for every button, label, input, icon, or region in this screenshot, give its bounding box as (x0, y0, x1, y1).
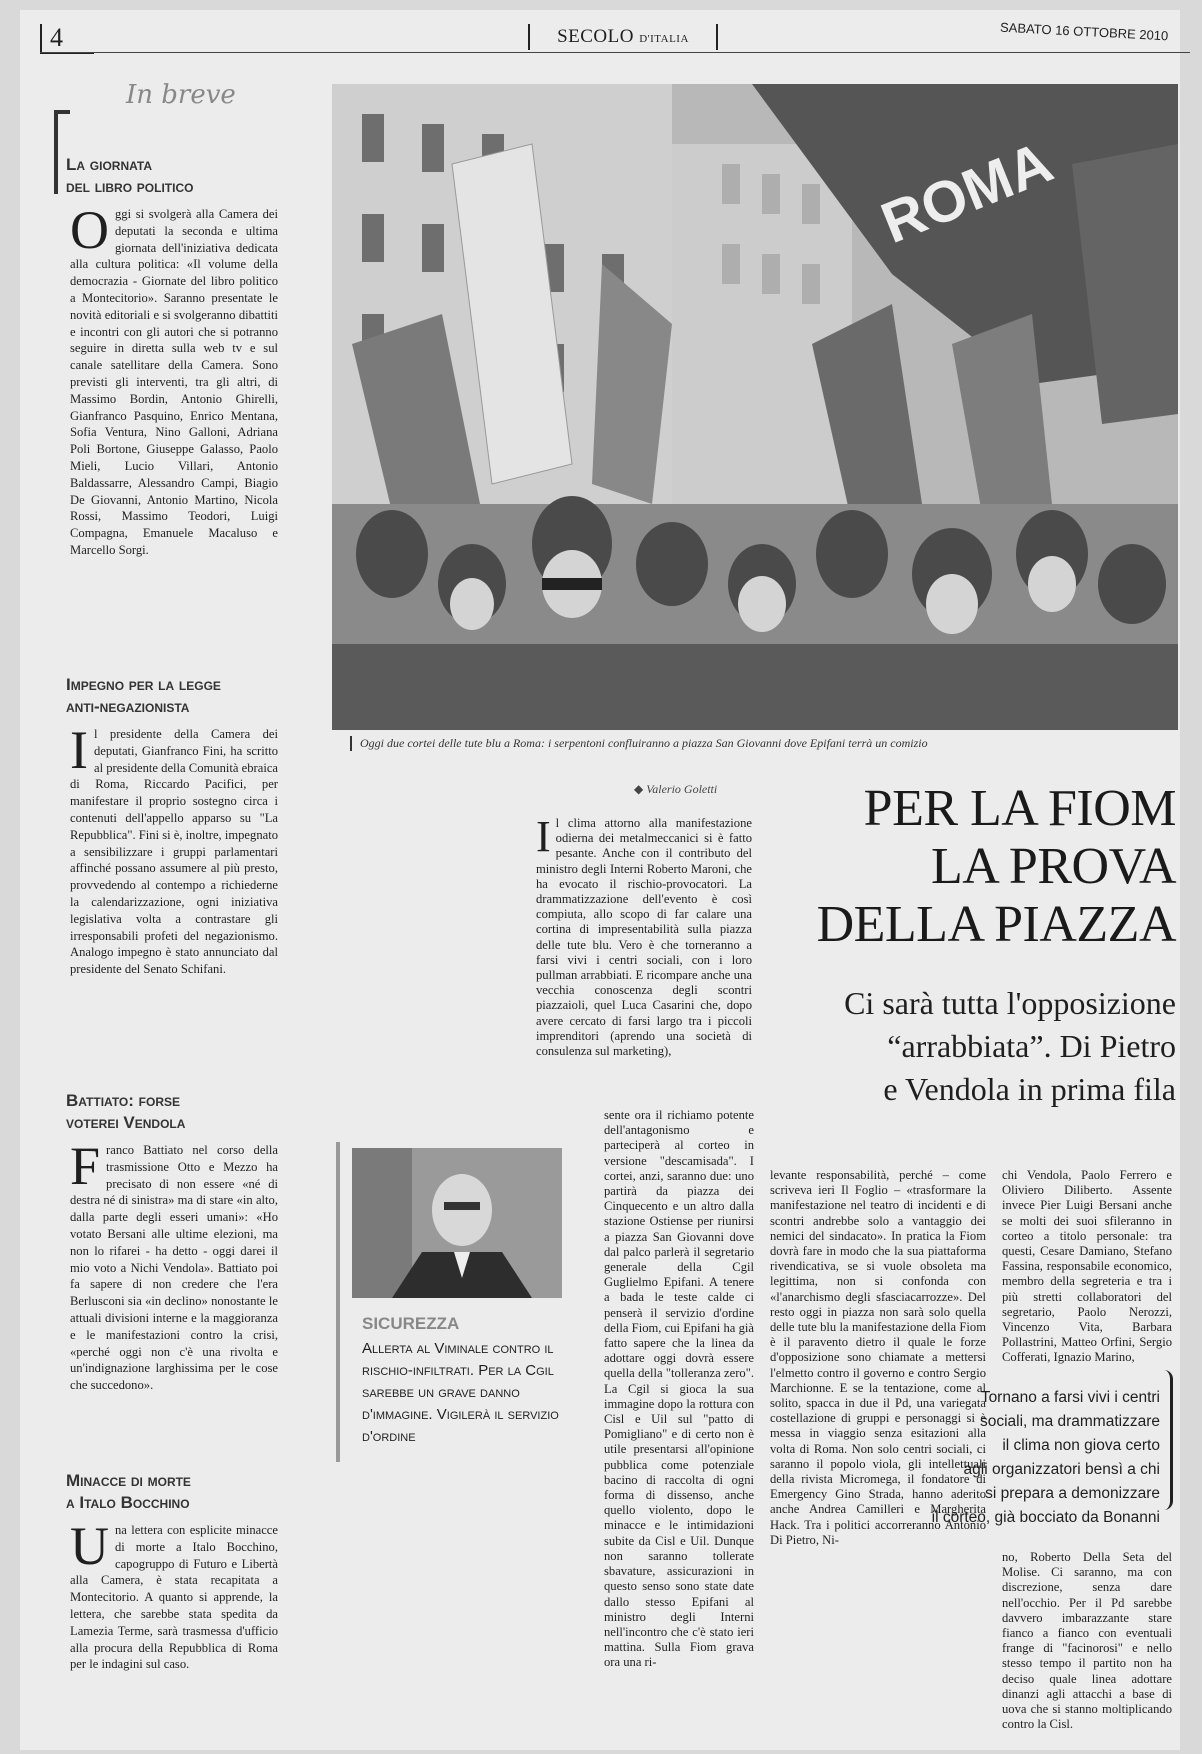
pull-quote-line: il clima non giova certo (1002, 1437, 1160, 1454)
subhead-line: e Vendola in prima fila (883, 1071, 1176, 1107)
brief-item-4 (46, 1460, 278, 1673)
brief-title-line: anti-negazionista (66, 697, 190, 716)
protest-photo (332, 84, 1178, 730)
pull-quote-line: agli organizzatori bensì a chi (963, 1461, 1160, 1478)
author-name: Valerio Goletti (646, 782, 718, 796)
paper-suffix: D'ITALIA (639, 33, 689, 45)
brief-item-body (70, 1516, 278, 1673)
sidebar-text: Allerta al Viminale contro il rischio-infiltrati. Per la Cgil sarebbe un grave danno d'immagine. Vigilerà il servizio d'ordine (362, 1340, 559, 1445)
paper-name: SECOLO (557, 26, 634, 47)
brief-title-line: Battiato: forse (66, 1091, 180, 1110)
brief-item-body (70, 200, 278, 559)
article-column-4 (1002, 1550, 1172, 1732)
brief-item-2 (46, 664, 278, 978)
photo-caption: Oggi due cortei delle tute blu a Roma: i serpentoni confluiranno a piazza San Giovanni dove Epifani terrà un comizio (350, 736, 1160, 751)
brief-title-line: a Italo Bocchino (66, 1493, 190, 1512)
subheadline (736, 982, 1176, 1111)
article-column-3 (1002, 1168, 1172, 1366)
protest-photo-illustration (332, 84, 1178, 730)
flag-lettering: ROMA (872, 129, 1062, 257)
issue-date: SABATO 16 OTTOBRE 2010 (999, 19, 1169, 44)
pull-quote-line: si prepara a demonizzare (985, 1485, 1160, 1502)
brief-item-title (66, 1470, 278, 1514)
header-rule (40, 52, 1190, 53)
pull-quote-bracket (1164, 1370, 1173, 1510)
drop-cap: U (70, 1516, 109, 1576)
author-byline: ◆ Valerio Goletti (634, 782, 718, 796)
drop-cap: I (536, 812, 551, 861)
drop-cap: F (70, 1136, 101, 1196)
pull-quote (900, 1386, 1160, 1530)
brief-item-title (66, 674, 278, 718)
drop-cap: O (70, 200, 109, 260)
brief-item-title (66, 154, 278, 198)
brief-title-line: voterei Vendola (66, 1113, 186, 1132)
headline-line: PER LA FIOM (863, 780, 1176, 837)
brief-item-1 (46, 144, 278, 559)
pull-quote-line: Tornano a farsi vivi i centri (980, 1389, 1160, 1406)
article-text: sente ora il richiamo potente dell'antagonismo e parteciperà al corteo in versione "descamisada". I cortei, anzi, saranno due: uno partirà da piazza dei Cinquecento e un altro dalla stazione Ostiense per riunirsi a piazza San Giovanni dove dal palco parlerà il segretario generale della Cgil Guglielmo Epifani. A tenere a bada le teste calde ci penserà il servizio d'ordine della Fiom, cui Epifani ha già fatto sapere che la linea da adottare oggi dovrà essere quella della "tolleranza zero". La Cgil si gioca la sua immagine dopo la rottura con Cisl e Uil sul "patto di Pomigliano" e di certo non è utile presentarsi all'opinione pubblica come potenziale bacino di raccolta di ogni forma di dissenso, anche quello violento, dopo le minacce e le intimidazioni subite da Cisl e Uil. Dunque non saranno tollerate sbavature, assicurazioni in questo senso sono state date dallo stesso Epifani al ministro degli Interni nell'incontro che c'è stato ieri mattina. Sulla Fiom grava ora una ri- (604, 1108, 754, 1670)
sidebar-photo (352, 1148, 562, 1298)
article-text: levante responsabilità, perché – come scriveva ieri Il Foglio – «trasformare la manifestazione nel teatro di incidenti e di scontri andrebbe solo a vantaggio dei nemici del sindacato». In pratica la Fiom dovrà fare in modo che la sua piattaforma rivendicativa, se si vuole obsoleta ma legittima, non si confonda con «l'anarchismo degli sfasciacarrozze». Del resto oggi in piazza non sarà solo quella delle tute blu la manifestazione della Fiom è il paravento dietro il quale le forze d'opposizione sono chiamate a mettersi l'elmetto contro il governo e contro Sergio Marchionne. E se la tentazione, come al solito, spacca in due il Pd, una variegata costellazione di gruppi e personaggi si è messa in viaggio senza esitazioni alla volta di Roma. Non solo centri sociali, ci saranno il popolo viola, gli intellettuali della rivista Micromega, il fondatore di Emergency Gino Strada, hanno aderito anche Andrea Camilleri e Margherita Hack. Tra i politici accorreranno Antonio Di Pietro, Ni- (770, 1168, 986, 1547)
page-header (20, 10, 1170, 52)
brief-text: ggi si svolgerà alla Camera dei deputati la seconda e ultima giornata dell'iniziativa dedicata alla cultura politica: «Il volume della democrazia - Giornate del libro politico a Montecitorio». Saranno presentate le novità editoriali e si svolgeranno dibattiti e incontri con gli autori che si potranno seguire in diretta sulla web tv e sul canale satellitare della Camera. Sono previsti gli interventi, tra gli altri, di Massimo Bordin, Antonio Ghirelli, Gianfranco Pasquino, Enrico Mentana, Sofia Ventura, Nino Galloni, Adriana Poli Bortone, Giuseppe Galasso, Paolo Mieli, Lucio Villari, Antonio Baldassarre, Alessandro Campi, Biagio De Giovanni, Antonio Martino, Nicola Rossi, Massimo Teodori, Luigi Compagna, Emanuele Macaluso e Marcello Sorgi. (70, 207, 278, 557)
headline-line: LA PROVA (930, 838, 1176, 895)
brief-item-3 (46, 1080, 278, 1394)
brief-item-body (70, 720, 279, 978)
article-text: l clima attorno alla manifestazione odierna dei metalmeccanici si è fatto pesante. Anche con il contributo del ministro degli Interni Roberto Maroni, che ha evocato il rischio-provocatori. La drammatizzazione dell'evento è così compiuta, allo scopo di far calare una cortina di impresentabilità sulla piazza delle tute blu. Vero è che torneranno a farsi vivi i centri sociali, con i loro pullman arrabbiati. E ricompare anche una vecchia conoscenza degli scontri piazzaioli, quel Luca Casarini che, dopo avere cercato di farsi largo tra i piccoli imprenditori (aprendo una società di consulenza sul marketing), (536, 816, 752, 1059)
subhead-line: “arrabbiata”. Di Pietro (887, 1028, 1176, 1064)
subhead-line: Ci sarà tutta l'opposizione (844, 985, 1176, 1021)
sidebar-label: SICUREZZA (362, 1314, 460, 1333)
pull-quote-line: sociali, ma drammatizzare (979, 1413, 1160, 1430)
brief-label: In breve (126, 80, 236, 110)
brief-item-body (70, 1136, 278, 1394)
brief-column (46, 80, 276, 110)
headline-line: DELLA PIAZZA (816, 896, 1176, 953)
masthead (528, 24, 718, 50)
article-column-1b (604, 1108, 754, 1671)
pull-quote-line: il corteo, già bocciato da Bonanni (931, 1509, 1160, 1526)
brief-title-line: La giornata (66, 155, 152, 174)
sidebar-box (336, 1142, 574, 1462)
article-text: no, Roberto Della Seta del Molise. Ci saranno, ma con discrezione, senza dare nell'occhio. Per il Pd sarebbe davvero imbarazzante stare fianco a fianco con eventuali frange di "facinorosi" e nello stesso tempo il partito non ha deciso quale linea adottare dinanzi agli attacchi a base di uova che si stanno moltiplicando contro la Cisl. (1002, 1550, 1172, 1732)
brief-title-line: Minacce di morte (66, 1471, 191, 1490)
speaker-photo-illustration (352, 1148, 562, 1298)
drop-cap: I (70, 720, 88, 780)
article-text: chi Vendola, Paolo Ferrero e Oliviero Diliberto. Assente invece Pier Luigi Bersani anche se molti dei suoi sfileranno in corteo a titolo personale: tra questi, Cesare Damiano, Stefano Fassina, responsabile economico, membro della segreteria e tra i più stretti collaboratori del segretario, Paolo Nerozzi, Vincenzo Vita, Barbara Pollastrini, Matteo Orfini, Sergio Cofferati, Ignazio Marino, (1002, 1168, 1172, 1365)
brief-text: l presidente della Camera dei deputati, Gianfranco Fini, ha scritto al presidente della Comunità ebraica di Roma, Riccardo Pacifici, per manifestare il proprio sostegno circa i contenuti dell'appello apparso su "La Repubblica". Fini si è, inoltre, impegnato a sensibilizzare i gruppi parlamentari affinché possano assumere al più presto, provvedendo al contempo a richiederne la calendarizzazione, ogni iniziativa legislativa volta a contrastare gli irresponsabili profeti del negazionismo. Analogo impegno è stato annunciato dal presidente del Senato Schifani. (70, 727, 279, 977)
brief-title-line: del libro politico (66, 177, 194, 196)
article-column-1 (536, 812, 752, 1059)
brief-item-title (66, 1090, 278, 1134)
brief-text: ranco Battiato nel corso della trasmissione Otto e Mezzo ha precisato di non essere «né di destra né di sinistra» ma di stare «in alto, dalla parte degli esseri umani»: «Ho votato Bersani alle ultime elezioni, ma non lo rifarei - ha detto - oggi darei il mio voto a Nichi Vendola». Battiato poi fa sapere di non credere che l'era Berlusconi sia «in declino» nonostante le attuali divisioni interne e la maggioranza e le manifestazioni contro la crisi, «perché oggi non c'è una rivolta e un'indignazione larghissima per le cose che succedono». (70, 1143, 278, 1393)
headline (720, 780, 1176, 954)
brief-title-line: Impegno per la legge (66, 675, 221, 694)
page-number: 4 (40, 24, 94, 54)
newspaper-page (20, 10, 1180, 1750)
brief-text: na lettera con esplicite minacce di morte a Italo Bocchino, capogruppo di Futuro e Libertà alla Camera, è stata recapitata a Montecitorio. A quanto si apprende, la lettera, che sarebbe stata spedita da Lamezia Terme, sarà trasmessa d'ufficio alla procura della Repubblica di Roma per le indagini sul caso. (70, 1523, 278, 1672)
